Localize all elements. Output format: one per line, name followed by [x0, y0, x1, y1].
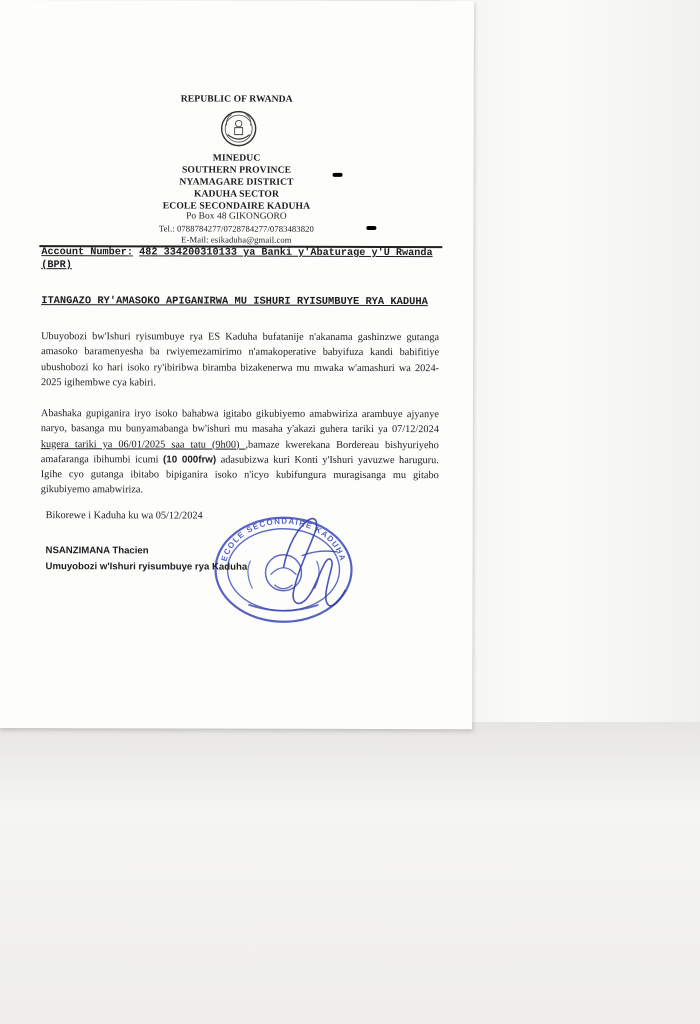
district-heading: NYAMAGARE DISTRICT	[179, 176, 294, 188]
ink-mark	[333, 173, 343, 177]
paragraph-intro: Ubuyobozi bw'Ishuri ryisumbuye rya ES Kaduha bufatanije n'akanama gashinzwe gutanga amasoko baramenyesha ba rwiyemezamirimo n'amakoperative babyifuza kandi babifitiye ubushobozi ko hari isoko ry'ibiribwa biramba bizakenerwa mu mwaka w'amashuri wa 2024-2025 igihembwe cya kabiri.	[40, 331, 440, 389]
account-value: 482 334200310133 ya Banki y'Abaturage y'U Rwanda	[139, 247, 433, 260]
email-line: E-Mail: esikaduha@gmail.com	[181, 234, 292, 245]
school-heading: ECOLE SECONDAIRE KADUHA	[162, 200, 311, 212]
ministry-heading: MINEDUC	[212, 152, 261, 164]
instructions-text-1: Abashaka gupiganira iryo isoko bahabwa igitabo gikubiyemo amabwiriza arambuye ajyanye naryo, basanga mu bunyamabanga bw'ishuri mu masaha y'akazi guhera tariki ya 07/12/2024	[40, 408, 439, 436]
instructions-text-3: adasubizwa kuri Konti y'Ishuri yavuzwe haruguru. Igihe cyo gutanga ibitabo bipiganira isoko n'icyo kubifungura muragisanga mu gitabo gikubiyemo amabwiriza.	[40, 454, 439, 496]
country-heading: REPUBLIC OF RWANDA	[180, 93, 293, 105]
date-line: Bikorewe i Kaduha ku wa 05/12/2024	[45, 510, 203, 522]
bank-abbreviation: (BPR)	[41, 260, 72, 272]
po-box-line: Po Box 48 GIKONGORO	[186, 211, 287, 222]
account-label: Account Number:	[41, 247, 134, 259]
telephone-line: Tel.: 0788784277/0728784277/0783483820	[158, 223, 314, 234]
ink-mark	[366, 226, 376, 230]
announcement-title: ITANGAZO RY'AMASOKO APIGANIRWA MU ISHURI RYISUMBUYE RYA KADUHA	[41, 295, 428, 309]
province-heading: SOUTHERN PROVINCE	[181, 164, 292, 176]
letter-page	[0, 0, 474, 729]
instructions-text-2: ,bamaze kwerekana Bordereau bishyuriyeho amafaranga ibihumbi icumi	[40, 439, 439, 466]
lower-paper-area	[0, 722, 700, 1024]
signatory-role: Umuyobozi w'Ishuri ryisumbuye rya Kaduha	[45, 561, 248, 573]
national-emblem-icon	[219, 108, 259, 150]
sector-heading: KADUHA SECTOR	[193, 188, 280, 200]
fee-amount: (10 000frw)	[163, 454, 217, 466]
stamp-text: ECOLE SECONDAIRE KADUHA	[219, 516, 348, 563]
account-number-block	[41, 246, 441, 273]
handwritten-signature-icon	[253, 506, 363, 626]
paragraph-instructions	[41, 406, 439, 499]
deadline-text: kugera tariki ya 06/01/2025 saa tatu (9h00)	[40, 438, 246, 451]
signatory-name: NSANZIMANA Thacien	[45, 545, 149, 557]
